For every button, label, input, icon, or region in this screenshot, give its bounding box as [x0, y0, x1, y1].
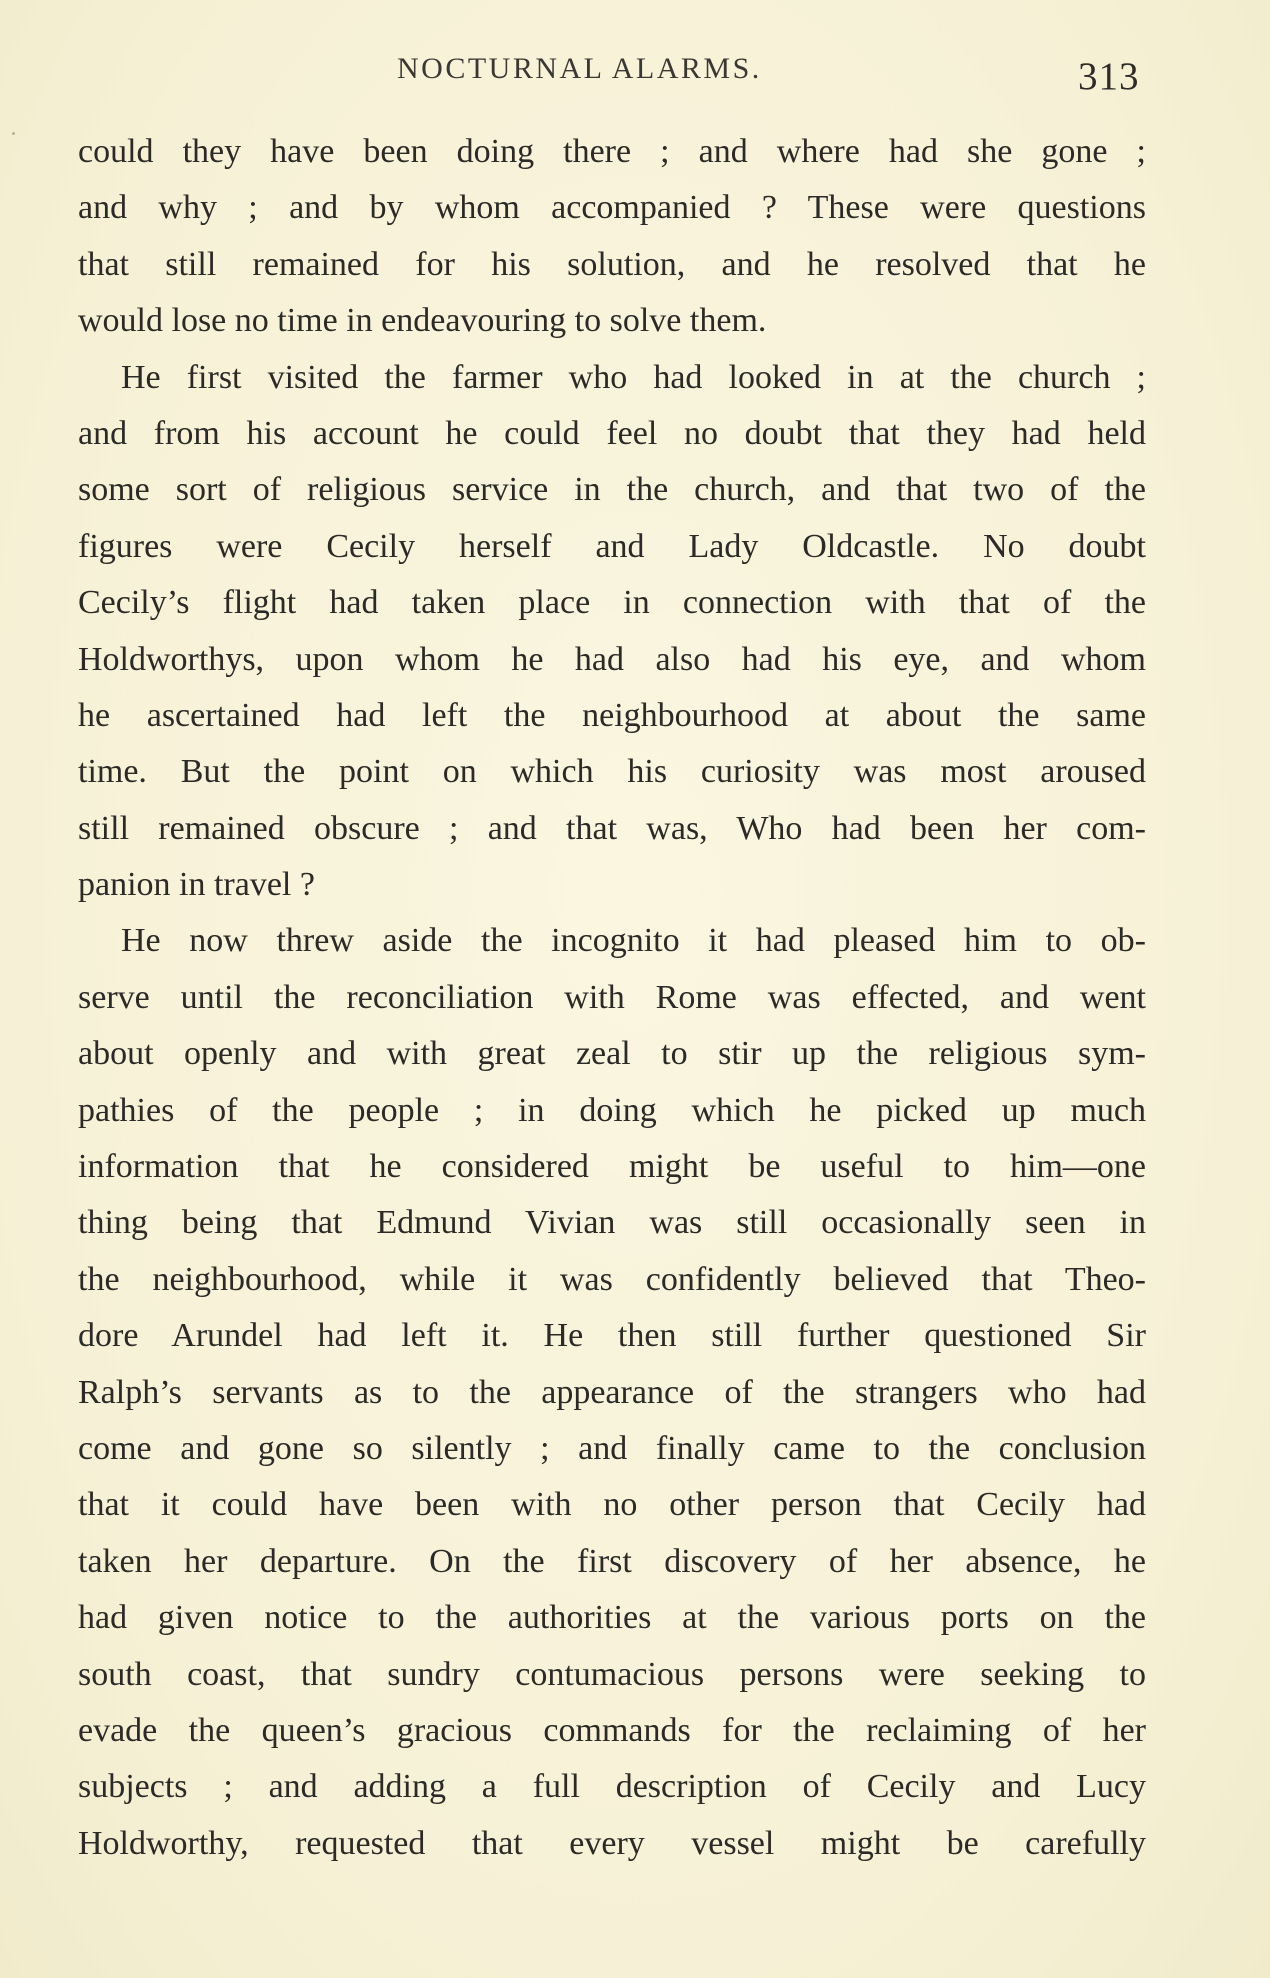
text-line: taken her departure. On the first discovery of her absence, he	[78, 1542, 1146, 1580]
text-line: Cecily’s flight had taken place in connection with that of the	[78, 584, 1146, 622]
text-line: pathies of the people ; in doing which he picked up much	[78, 1091, 1146, 1129]
text-line: about openly and with great zeal to stir up the religious sym-	[78, 1035, 1146, 1073]
running-title: NOCTURNAL ALARMS.	[397, 52, 762, 85]
text-line: evade the queen’s gracious commands for the reclaiming of her	[78, 1711, 1146, 1749]
text-line: some sort of religious service in the church, and that two of the	[78, 471, 1146, 509]
text-line: could they have been doing there ; and where had she gone ;	[78, 133, 1146, 170]
text-line: come and gone so silently ; and finally came to the conclusion	[78, 1429, 1146, 1467]
text-line: still remained obscure ; and that was, Who had been her com-	[78, 809, 1146, 847]
text-line: information that he considered might be useful to him—one	[78, 1148, 1146, 1186]
text-line: subjects ; and adding a full description of Cecily and Lucy	[78, 1768, 1146, 1806]
paper-speck	[12, 132, 15, 135]
text-line: that it could have been with no other person that Cecily had	[78, 1486, 1146, 1524]
text-line: the neighbourhood, while it was confidently believed that Theo-	[78, 1260, 1146, 1298]
text-line: and from his account he could feel no doubt that they had held	[78, 414, 1146, 452]
text-line: time. But the point on which his curiosity was most aroused	[78, 753, 1146, 791]
text-line: serve until the reconciliation with Rome was effected, and went	[78, 978, 1146, 1016]
paragraph-first-line: He first visited the farmer who had looked in at the church ;	[121, 358, 1146, 396]
text-line: Holdworthy, requested that every vessel might be carefully	[78, 1824, 1146, 1862]
text-line: panion in travel ?	[78, 866, 315, 904]
text-line: would lose no time in endeavouring to solve them.	[78, 302, 767, 340]
text-line: south coast, that sundry contumacious persons were seeking to	[78, 1655, 1146, 1693]
body-text	[78, 124, 1146, 1872]
text-line: and why ; and by whom accompanied ? These were questions	[78, 189, 1146, 227]
paragraph-first-line: He now threw aside the incognito it had pleased him to ob-	[121, 922, 1146, 960]
text-line: figures were Cecily herself and Lady Oldcastle. No doubt	[78, 527, 1146, 565]
text-line: he ascertained had left the neighbourhood at about the same	[78, 696, 1146, 734]
text-line: Holdworthys, upon whom he had also had his eye, and whom	[78, 640, 1146, 678]
text-line: had given notice to the authorities at the various ports on the	[78, 1599, 1146, 1637]
running-head	[0, 52, 1270, 102]
text-line: that still remained for his solution, and he resolved that he	[78, 245, 1146, 283]
text-line: thing being that Edmund Vivian was still occasionally seen in	[78, 1204, 1146, 1242]
text-line: dore Arundel had left it. He then still further questioned Sir	[78, 1317, 1146, 1355]
page-number: 313	[1078, 55, 1140, 98]
text-line: Ralph’s servants as to the appearance of the strangers who had	[78, 1373, 1146, 1411]
